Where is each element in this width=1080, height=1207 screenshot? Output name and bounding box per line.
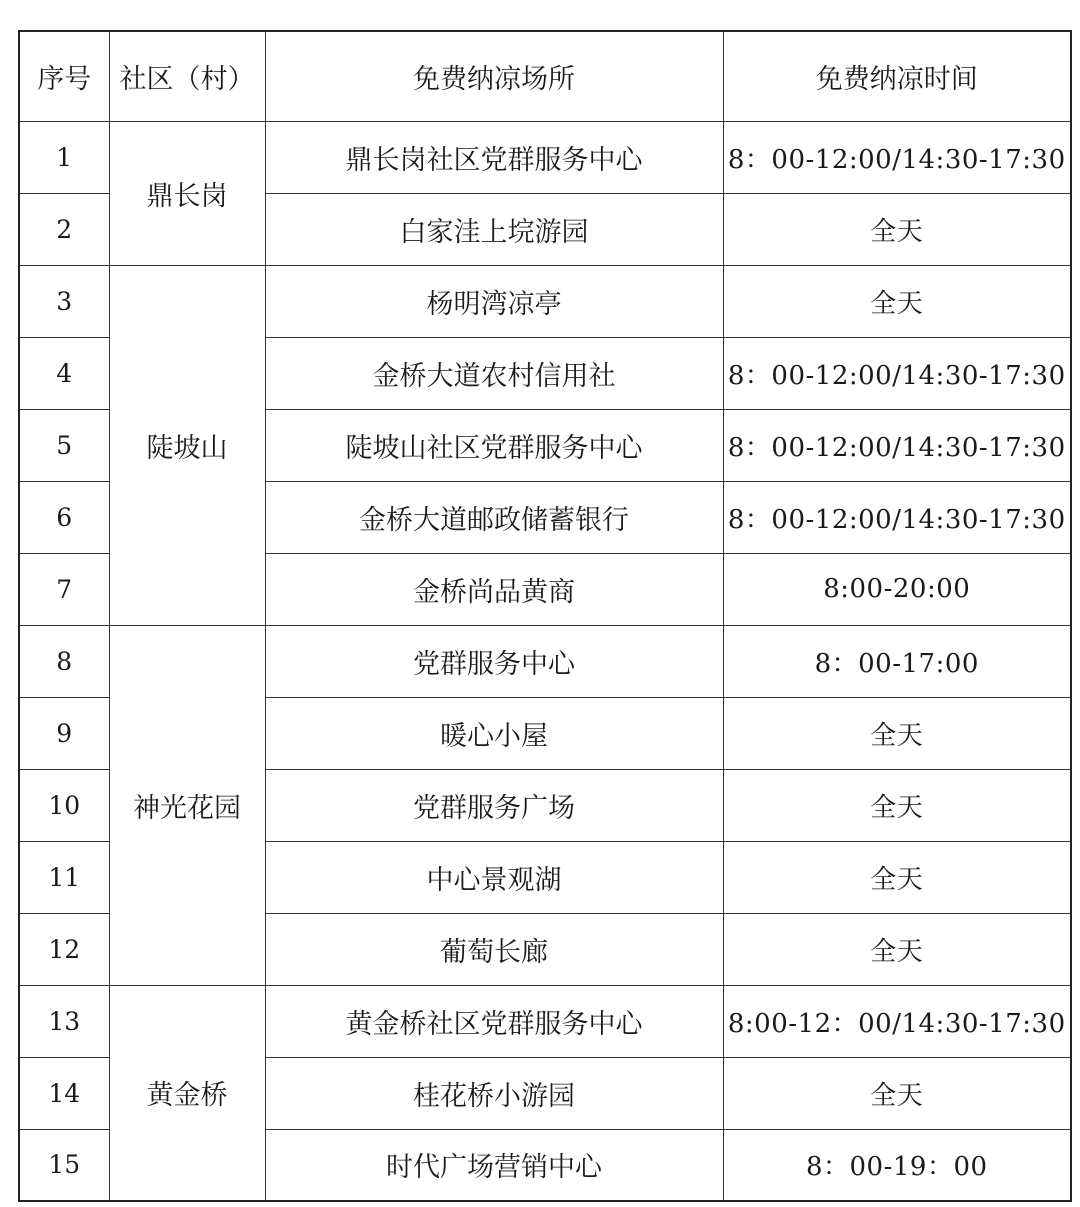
place-name: 党群服务中心: [265, 625, 723, 697]
open-time: 全天: [723, 697, 1071, 769]
row-number: 5: [19, 409, 109, 481]
open-time: 全天: [723, 841, 1071, 913]
row-number: 8: [19, 625, 109, 697]
row-number: 7: [19, 553, 109, 625]
open-time: 全天: [723, 193, 1071, 265]
row-number: 15: [19, 1129, 109, 1201]
place-name: 金桥大道农村信用社: [265, 337, 723, 409]
row-number: 9: [19, 697, 109, 769]
place-name: 鼎长岗社区党群服务中心: [265, 121, 723, 193]
open-time: 8:00-12：00/14:30-17:30: [723, 985, 1071, 1057]
table-row: [19, 985, 1071, 1057]
table-row: [19, 625, 1071, 697]
open-time: 全天: [723, 913, 1071, 985]
place-name: 桂花桥小游园: [265, 1057, 723, 1129]
community-name: 陡坡山: [109, 265, 265, 625]
place-name: 暖心小屋: [265, 697, 723, 769]
place-name: 葡萄长廊: [265, 913, 723, 985]
row-number: 10: [19, 769, 109, 841]
place-name: 金桥大道邮政储蓄银行: [265, 481, 723, 553]
row-number: 11: [19, 841, 109, 913]
place-name: 陡坡山社区党群服务中心: [265, 409, 723, 481]
table-row: [19, 121, 1071, 193]
community-name: 黄金桥: [109, 985, 265, 1201]
place-name: 中心景观湖: [265, 841, 723, 913]
row-number: 4: [19, 337, 109, 409]
community-name: 神光花园: [109, 625, 265, 985]
open-time: 8：00-12:00/14:30-17:30: [723, 337, 1071, 409]
header-community: 社区（村）: [109, 31, 265, 121]
cooling-sites-table: [18, 30, 1072, 1202]
place-name: 党群服务广场: [265, 769, 723, 841]
row-number: 13: [19, 985, 109, 1057]
header-cooling-place: 免费纳凉场所: [265, 31, 723, 121]
open-time: 全天: [723, 265, 1071, 337]
open-time: 8：00-12:00/14:30-17:30: [723, 409, 1071, 481]
row-number: 3: [19, 265, 109, 337]
place-name: 白家洼上垸游园: [265, 193, 723, 265]
open-time: 8：00-19：00: [723, 1129, 1071, 1201]
open-time: 8:00-20:00: [723, 553, 1071, 625]
place-name: 金桥尚品黄商: [265, 553, 723, 625]
table-row: [19, 265, 1071, 337]
place-name: 时代广场营销中心: [265, 1129, 723, 1201]
row-number: 14: [19, 1057, 109, 1129]
header-row: [19, 31, 1071, 121]
place-name: 黄金桥社区党群服务中心: [265, 985, 723, 1057]
table-body: [19, 121, 1071, 1201]
row-number: 2: [19, 193, 109, 265]
row-number: 6: [19, 481, 109, 553]
community-name: 鼎长岗: [109, 121, 265, 265]
place-name: 杨明湾凉亭: [265, 265, 723, 337]
open-time: 全天: [723, 769, 1071, 841]
header-serial-number: 序号: [19, 31, 109, 121]
header-cooling-time: 免费纳凉时间: [723, 31, 1071, 121]
row-number: 1: [19, 121, 109, 193]
open-time: 全天: [723, 1057, 1071, 1129]
open-time: 8：00-17:00: [723, 625, 1071, 697]
open-time: 8：00-12:00/14:30-17:30: [723, 481, 1071, 553]
open-time: 8：00-12:00/14:30-17:30: [723, 121, 1071, 193]
row-number: 12: [19, 913, 109, 985]
